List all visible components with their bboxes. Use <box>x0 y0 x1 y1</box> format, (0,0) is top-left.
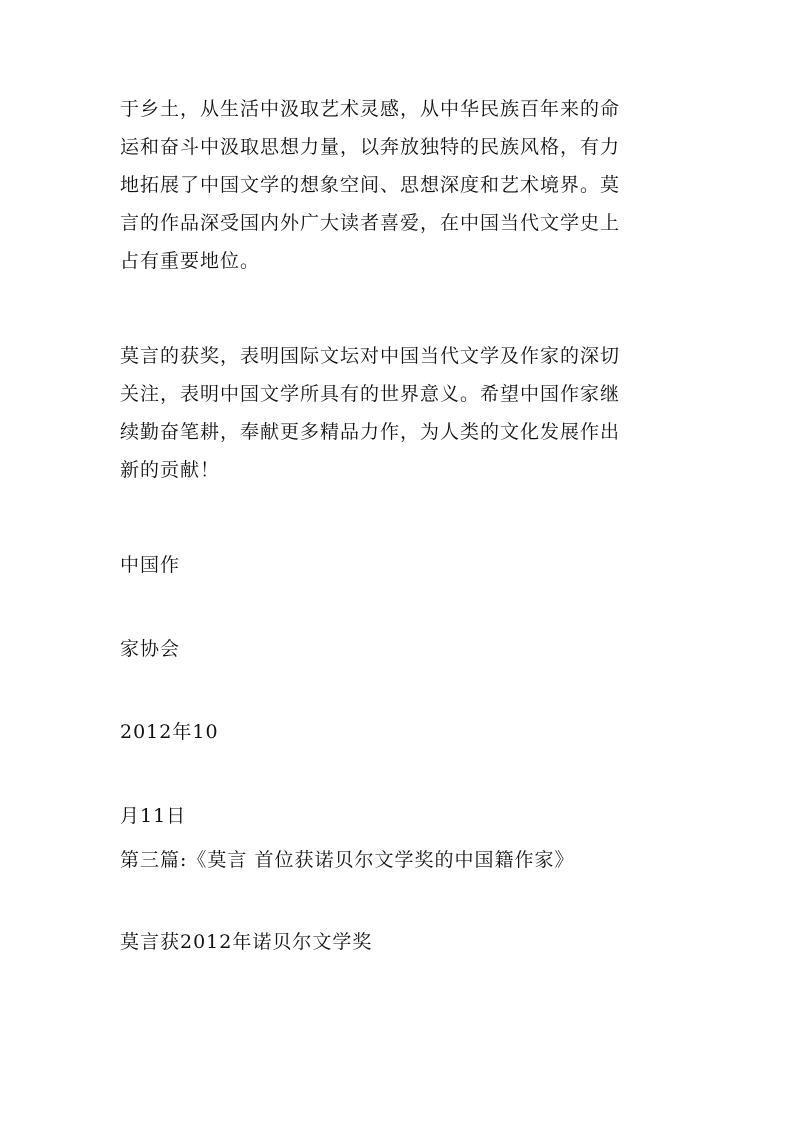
paragraph-1 <box>120 90 680 280</box>
third-article-title: 第三篇:《莫言 首位获诺贝尔文学奖的中国籍作家》 <box>120 849 575 871</box>
paragraph-line: 运和奋斗中汲取思想力量，以奔放独特的民族风格，有力 <box>120 136 621 158</box>
paragraph-line: 关注，表明中国文学所具有的世界意义。希望中国作家继 <box>120 383 621 405</box>
paragraph-line: 续勤奋笔耕，奉献更多精品力作，为人类的文化发展作出 <box>120 421 621 443</box>
news-heading: 莫言获2012年诺贝尔文学奖 <box>120 931 373 953</box>
paragraph-line: 新的贡献！ <box>120 459 221 481</box>
paragraph-line: 于乡土，从生活中汲取艺术灵感，从中华民族百年来的命 <box>120 98 621 120</box>
signature-date-line-1: 2012年10 <box>120 721 219 743</box>
signature-org-line-1: 中国作 <box>120 554 181 576</box>
paragraph-line: 地拓展了中国文学的想象空间、思想深度和艺术境界。莫 <box>120 174 621 196</box>
signature-org-line-2: 家协会 <box>120 638 181 660</box>
signature-date-line-2: 月11日 <box>120 805 187 827</box>
paragraph-line: 占有重要地位。 <box>120 250 261 272</box>
paragraph-2 <box>120 337 680 489</box>
paragraph-line: 言的作品深受国内外广大读者喜爱，在中国当代文学史上 <box>120 212 621 234</box>
paragraph-line: 莫言的获奖，表明国际文坛对中国当代文学及作家的深切 <box>120 345 621 367</box>
